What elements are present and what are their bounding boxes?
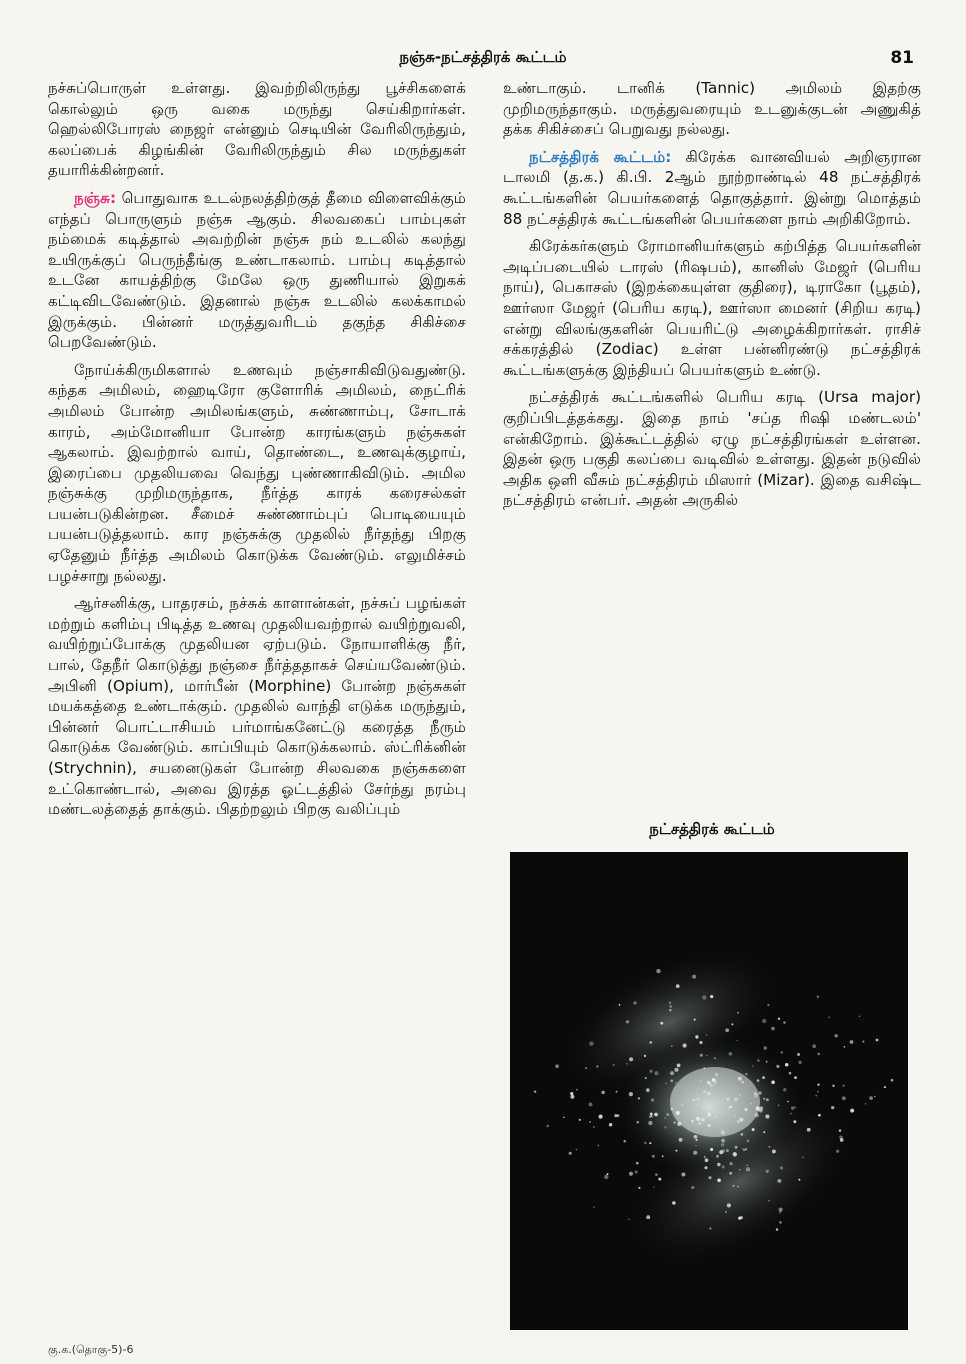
star-dot — [563, 1116, 565, 1118]
star-dot — [727, 1203, 731, 1207]
star-dot — [633, 1001, 636, 1004]
star-dot — [675, 1150, 677, 1152]
star-dot — [757, 1059, 760, 1062]
star-dot — [842, 1084, 844, 1086]
star-dot — [783, 1088, 786, 1091]
star-dot — [722, 1165, 725, 1168]
star-dot — [780, 1166, 783, 1169]
galaxy-photo — [510, 852, 908, 1330]
star-dot — [884, 1086, 886, 1088]
star-dot — [705, 1102, 706, 1103]
star-dot — [758, 1091, 761, 1094]
star-dot — [703, 1090, 706, 1093]
star-dot — [691, 1186, 694, 1189]
paragraph-text: பொதுவாக உடல்நலத்திற்குத் தீமை விளைவிக்கும் எந்தப் பொருளும் நஞ்சு ஆகும். சிலவகைப் பாம்புகள் நம்மைக் கடித்தால் அவற்றின் நஞ்சு நம் உடலில் கலந்து உயிருக்குப் பெருந்தீங்கு உண்டாகலாம். பாம்பு கடித்தால் உடனே காயத்திற்கு மேலே ஒரு துணியால் இறுகக் கட்டிவிடவேண்டும். இதனால் நஞ்சு உடலில் கலக்காமல் இருக்கும். பின்னர் மருத்துவரிடம் தகுந்த சிகிச்சை பெறவேண்டும். — [48, 188, 466, 352]
star-dot — [709, 1227, 711, 1229]
star-dot — [733, 1152, 737, 1156]
star-dot — [638, 1187, 640, 1189]
section-lead: நட்சத்திரக் கூட்டம்: — [529, 147, 672, 166]
star-dot — [648, 1121, 652, 1125]
star-dot — [730, 1106, 732, 1108]
star-dot — [696, 1097, 699, 1100]
star-dot — [737, 1186, 739, 1188]
paragraph: நட்சத்திரக் கூட்டங்களில் பெரிய கரடி (Ursa major) குறிப்பிடத்தக்கது. இதை நாம் 'சப்த ரிஷி மண்டலம்' என்கிறோம். இக்கூட்டத்தில் ஏழு நட்சத்திரங்கள் உள்ளன. இதன் ஒரு பகுதி கலப்பை வடிவில் உள்ளது. இதன் நடுவில் அதிக ஒளி வீசும் நட்சத்திரம் மிஸார் (Mizar). இதை வசிஷ்ட நட்சத்திரம் என்பர். அதன் அருகில் — [503, 388, 922, 510]
star-dot — [741, 1133, 744, 1136]
star-dot — [771, 1081, 775, 1085]
star-dot — [729, 1052, 733, 1056]
star-dot — [708, 1124, 711, 1127]
star-dot — [683, 1044, 687, 1048]
star-dot — [862, 1041, 864, 1043]
star-dot — [807, 1128, 811, 1132]
star-dot — [738, 1077, 742, 1081]
star-dot — [656, 969, 660, 973]
star-dot — [716, 1155, 719, 1158]
star-dot — [695, 1104, 697, 1106]
star-dot — [613, 1064, 615, 1066]
star-dot — [679, 1138, 683, 1142]
star-dot — [589, 1102, 593, 1106]
star-dot — [836, 1150, 839, 1153]
star-dot — [721, 1143, 724, 1146]
star-dot — [859, 1016, 860, 1017]
star-dot — [609, 1123, 612, 1126]
star-dot — [601, 1091, 604, 1094]
star-dot — [676, 1111, 680, 1115]
paragraph: நோய்க்கிருமிகளால் உணவும் நஞ்சாகிவிடுவதுண்டு. கந்தக அமிலம், ஹைடிரோ குளோரிக் அமிலம், நைட்ரிக் அமிலம் போன்ற அமிலங்களும், சுண்ணாம்பு, சோடாக் காரம், அம்மோனியா போன்ற காரங்களும் நஞ்சுகள் ஆகலாம். இவற்றால் வாய், தொண்டை, உணவுக்குழாய், இரைப்பை முதலியவை வெந்து புண்ணாகிவிடும். அமில நஞ்சுக்கு முறிமருந்தாக, நீர்த்த காரக் கரைசல்கள் பயன்படுகின்றன. சீமைச் சுண்ணாம்புப் பொடியையும் பயன்படுத்தலாம். கார நஞ்சுக்கு முதலில் நீர்தந்து பிறகு ஏதேனும் நீர்த்த அமிலம் கொடுக்க வேண்டும். எலுமிச்சம் பழச்சாறு நல்லது. — [48, 360, 466, 585]
star-dot — [725, 1028, 729, 1032]
star-dot — [734, 1097, 738, 1101]
star-dot — [691, 1120, 694, 1123]
star-dot — [672, 1201, 675, 1204]
star-dot — [766, 1061, 768, 1063]
star-dot — [708, 1113, 711, 1116]
star-dot — [671, 1046, 672, 1047]
star-dot — [629, 1172, 633, 1176]
star-dot — [619, 1004, 621, 1006]
star-dot — [651, 1115, 653, 1117]
star-dot — [768, 1200, 770, 1202]
star-dot — [700, 1079, 702, 1081]
star-dot — [616, 1091, 618, 1093]
star-dot — [652, 1155, 655, 1158]
star-dot — [693, 1151, 697, 1155]
star-dot — [604, 1175, 608, 1179]
star-dot — [692, 1099, 695, 1102]
star-dot — [726, 1097, 729, 1100]
star-dot — [778, 1208, 782, 1212]
star-dot — [722, 1140, 723, 1141]
star-dot — [635, 1170, 638, 1173]
star-dot — [569, 1152, 572, 1155]
star-dot — [767, 1004, 769, 1006]
footer-signature: கு.க.(தொகு-5)-6 — [48, 1343, 134, 1356]
star-dot — [759, 1109, 763, 1113]
star-dot — [579, 1119, 581, 1121]
star-dot — [739, 1117, 743, 1121]
star-dot — [705, 1158, 709, 1162]
star-dot — [815, 1095, 817, 1097]
star-dot — [660, 1022, 663, 1025]
star-dot — [763, 1046, 767, 1050]
star-dot — [762, 1019, 766, 1023]
star-dot — [699, 1041, 702, 1044]
star-dot — [695, 1145, 696, 1146]
star-dot — [626, 1020, 629, 1023]
star-dot — [746, 1167, 750, 1171]
star-dot — [735, 1146, 738, 1149]
star-dot — [607, 1173, 609, 1175]
paragraph: கிரேக்கர்களும் ரோமானியர்களும் கற்பித்த பெயர்களின் அடிப்படையில் டாரஸ் (ரிஷபம்), கானிஸ் மேஜர் (பெரிய நாய்), பெகாசஸ் (இறக்கையுள்ள குதிரை), டிராகோ (பூதம்), ஊர்ஸா மேஜர் (பெரிய கரடி), ஊர்ஸா மைனர் (சிறிய கரடி) என்று விலங்குகளின் பெயரிட்டு அழைக்கிறார்கள். ராசிச் சக்கரத்தில் (Zodiac) உள்ள பன்னிரண்டு நட்சத்திரக் கூட்டங்களுக்கு இந்தியப் பெயர்களும் உண்டு. — [503, 237, 921, 379]
star-dot — [731, 1023, 733, 1025]
star-dot — [675, 1082, 676, 1083]
star-dot — [817, 1053, 820, 1056]
star-dot — [771, 1027, 775, 1031]
star-dot — [777, 1179, 781, 1183]
star-dot — [818, 1114, 821, 1117]
star-dot — [791, 1106, 794, 1109]
star-dot — [776, 1065, 779, 1068]
star-dot — [797, 1053, 800, 1056]
star-dot — [730, 1162, 733, 1165]
star-dot — [754, 1093, 758, 1097]
star-dot — [740, 1094, 741, 1095]
star-dot — [696, 1037, 698, 1039]
page-number: 81 — [890, 48, 914, 68]
paragraph: நச்சுப்பொருள் உள்ளது. இவற்றிலிருந்து பூச்சிகளைக் கொல்லும் ஒரு வகை மருந்து செய்கிறார்கள். ஹெல்லிபோரஸ் நைஜர் என்னும் செடியின் வேரிலிருந்தும், கலப்பைக் கிழங்கின் வேரிலிருந்தும் சில மருந்துகள் தயாரிக்கின்றனர். — [48, 79, 466, 180]
paragraph: ஆர்சனிக்கு, பாதரசம், நச்சுக் காளான்கள், நச்சுப் பழங்கள் மற்றும் களிம்பு பிடித்த உணவு முதலியவற்றால் வயிற்றுவலி, வயிற்றுப்போக்கு முதலியன ஏற்படும். நோயாளிக்கு நீர், பால், தேநீர் கொடுத்து நஞ்சை நீர்த்ததாகச் செய்யவேண்டும். அபினி (Opium), மார்பீன் (Morphine) போன்ற நஞ்சுகள் மயக்கத்தை உண்டாக்கும். முதலில் வாந்தி எடுக்க மருந்தும், பின்னர் பொட்டாசியம் பர்மாங்கனேட்டு கரைத்த நீரும் கொடுக்க வேண்டும். காப்பியும் கொடுக்கலாம். ஸ்ட்ரிக்னின் (Strychnin), சயனைடுகள் போன்ற சிலவகை நஞ்சுகளை உட்கொண்டால், அவை இரத்த ஓட்டத்தில் சேர்ந்து நரம்பு மண்டலத்தைத் தாக்கும். பிதற்றலும் பிறகு வலிப்பும் — [48, 594, 466, 819]
star-dot — [725, 1211, 727, 1213]
star-dot — [835, 1034, 838, 1037]
paragraph-text: கிரேக்க வானவியல் அறிஞரான டாலமி (த.க.) கி.பி. 2ஆம் நூற்றாண்டில் 48 நட்சத்திரக் கூட்டங்களின் பெயர்களைத் தொகுத்தார். இன்று மொத்தம் 88 நட்சத்திரக் கூட்டங்களின் பெயர்களை நாம் அறிகிறோம். — [503, 147, 921, 228]
star-dot — [589, 1121, 590, 1122]
star-dot — [812, 1044, 816, 1048]
star-dot — [715, 1116, 717, 1118]
star-dot — [783, 1021, 786, 1024]
star-dot — [778, 1018, 780, 1020]
star-dot — [676, 984, 680, 988]
star-dot — [746, 1164, 748, 1166]
star-dot — [669, 1009, 672, 1012]
star-dot — [793, 1120, 796, 1123]
star-dot — [721, 1129, 722, 1130]
star-dot — [570, 1095, 574, 1099]
star-dot — [766, 1098, 769, 1101]
star-dot — [709, 1083, 713, 1087]
star-dot — [817, 1084, 819, 1086]
star-dot — [704, 1166, 707, 1169]
star-dot — [589, 1042, 593, 1046]
star-dot — [794, 1076, 797, 1079]
star-dot — [737, 1120, 740, 1123]
star-dot — [717, 1163, 720, 1166]
star-dot — [831, 1106, 834, 1109]
star-dot — [696, 1117, 700, 1121]
star-dot — [787, 1101, 788, 1102]
star-dot — [626, 1063, 628, 1065]
star-dot — [714, 1057, 716, 1059]
star-dot — [700, 1054, 703, 1057]
star-dot — [546, 1125, 549, 1128]
star-dot — [655, 1173, 658, 1176]
star-dot — [701, 1118, 705, 1122]
star-dot — [781, 1051, 783, 1053]
star-dot — [750, 1103, 752, 1105]
star-dot — [628, 1219, 630, 1221]
star-dot — [702, 995, 706, 999]
star-dot — [799, 1061, 802, 1064]
star-dot — [658, 1178, 661, 1181]
star-dot — [891, 1079, 894, 1082]
star-dot — [744, 1108, 747, 1111]
star-dot — [646, 1089, 650, 1093]
paragraph — [503, 147, 921, 229]
star-dot — [817, 1091, 819, 1093]
star-dot — [698, 1122, 700, 1124]
star-dot — [664, 1117, 666, 1119]
star-dot — [752, 1065, 753, 1066]
star-dot — [739, 1169, 740, 1170]
galaxy-image — [510, 852, 908, 1330]
star-dot — [740, 1216, 743, 1219]
star-dot — [747, 1140, 750, 1143]
star-dot — [596, 1065, 598, 1067]
star-dot — [662, 1155, 664, 1157]
star-dot — [666, 1113, 669, 1116]
star-dot — [598, 1145, 600, 1147]
star-dot — [763, 1131, 765, 1133]
star-dot — [674, 1068, 678, 1072]
star-dot — [654, 1113, 658, 1117]
star-dot — [865, 1103, 866, 1104]
star-dot — [850, 1040, 854, 1044]
star-dot — [555, 1064, 559, 1068]
star-dot — [802, 1157, 803, 1158]
star-dot — [629, 1057, 633, 1061]
star-dot — [669, 1005, 672, 1008]
star-dot — [674, 1122, 676, 1124]
star-dot — [593, 1126, 595, 1128]
star-dot — [869, 1096, 873, 1100]
star-dot — [876, 1039, 879, 1042]
star-dot — [742, 1081, 744, 1083]
star-dot — [654, 1071, 658, 1075]
star-dot — [714, 1081, 717, 1084]
star-dot — [763, 1098, 765, 1100]
star-dot — [840, 1138, 844, 1142]
star-dot — [670, 1079, 673, 1082]
star-dot — [707, 1092, 711, 1096]
star-dot — [576, 1089, 578, 1091]
star-dot — [757, 1079, 760, 1082]
star-dot — [636, 1162, 639, 1165]
star-dot — [762, 1076, 765, 1079]
star-dot — [696, 1139, 698, 1141]
star-dot — [671, 1107, 674, 1110]
star-dot — [649, 1070, 652, 1073]
star-dot — [651, 1098, 654, 1101]
star-dot — [795, 1106, 797, 1108]
star-dot — [669, 1002, 671, 1004]
star-dot — [752, 1128, 755, 1131]
star-dot — [694, 1019, 696, 1021]
star-dot — [704, 1156, 706, 1158]
star-dot — [768, 1146, 770, 1148]
star-dot — [817, 995, 820, 998]
star-dot — [710, 1148, 713, 1151]
star-dot — [832, 1085, 834, 1087]
star-dot — [778, 1104, 779, 1105]
star-dot — [650, 1113, 653, 1116]
star-dot — [839, 1129, 841, 1131]
running-head: நஞ்சு-நட்சத்திரக் கூட்டம் — [399, 48, 567, 66]
star-dot — [729, 1172, 732, 1175]
star-dot — [722, 1099, 723, 1100]
star-dot — [638, 1097, 640, 1099]
star-dot — [734, 1115, 735, 1116]
star-dot — [717, 1179, 721, 1183]
paragraph — [48, 188, 466, 353]
star-dot — [726, 1149, 729, 1152]
star-dot — [624, 1140, 626, 1142]
star-dot — [737, 1012, 739, 1014]
star-dot — [649, 1041, 652, 1044]
star-dot — [644, 1142, 647, 1145]
star-dot — [776, 1228, 778, 1230]
star-dot — [772, 1149, 776, 1153]
star-dot — [785, 1063, 788, 1066]
star-dot — [665, 1082, 667, 1084]
star-dot — [745, 1073, 747, 1075]
star-dot — [850, 1109, 854, 1113]
star-dot — [721, 1130, 725, 1134]
star-dot — [677, 1064, 681, 1068]
star-dot — [692, 975, 696, 979]
star-dot — [629, 1092, 633, 1096]
star-dot — [828, 1017, 830, 1019]
star-dot — [677, 1122, 681, 1126]
star-dot — [649, 1142, 651, 1144]
star-dot — [733, 1185, 735, 1187]
star-dot — [534, 1090, 536, 1092]
star-dot — [709, 1176, 712, 1179]
left-column — [48, 78, 466, 827]
star-dot — [703, 1067, 705, 1069]
star-dot — [576, 1149, 577, 1150]
star-dot — [790, 1113, 792, 1115]
star-dot — [585, 1067, 587, 1069]
star-dot — [694, 1135, 698, 1139]
section-lead: நஞ்சு: — [74, 188, 117, 207]
star-dot — [682, 1104, 684, 1106]
star-dot — [874, 1096, 875, 1097]
figure-caption: நட்சத்திரக் கூட்டம் — [649, 820, 775, 838]
star-dot — [670, 1071, 674, 1075]
star-dot — [653, 1186, 654, 1187]
star-dot — [742, 1148, 743, 1149]
star-dot — [644, 1055, 646, 1057]
star-dot — [706, 1055, 707, 1056]
star-dot — [637, 1121, 639, 1123]
star-dot — [599, 1115, 603, 1119]
star-dot — [743, 1148, 746, 1151]
star-dot — [646, 1215, 650, 1219]
star-dot — [664, 1126, 666, 1128]
star-dot — [798, 1179, 800, 1181]
star-dot — [721, 1149, 725, 1153]
star-dot — [766, 1170, 769, 1173]
star-dot — [779, 1221, 782, 1224]
paragraph: உண்டாகும். டானிக் (Tannic) அமிலம் இதற்கு முறிமருந்தாகும். மருத்துவரையும் உடனுக்குடன் அணுகித் தக்க சிகிச்சைப் பெறுவது நல்லது. — [503, 79, 921, 139]
right-column — [503, 78, 921, 518]
star-dot — [754, 1113, 758, 1117]
star-dot — [645, 1077, 647, 1079]
star-dot — [570, 1092, 573, 1095]
star-dot — [715, 1073, 718, 1076]
star-dot — [736, 1040, 737, 1041]
star-dot — [842, 1096, 846, 1100]
star-dot — [765, 1114, 769, 1118]
star-dot — [706, 1034, 707, 1035]
star-dot — [593, 1207, 594, 1208]
star-dot — [681, 1172, 685, 1176]
star-dot — [710, 995, 713, 998]
star-dot — [844, 1046, 846, 1048]
star-dot — [614, 1114, 617, 1117]
star-dot — [789, 1072, 792, 1075]
